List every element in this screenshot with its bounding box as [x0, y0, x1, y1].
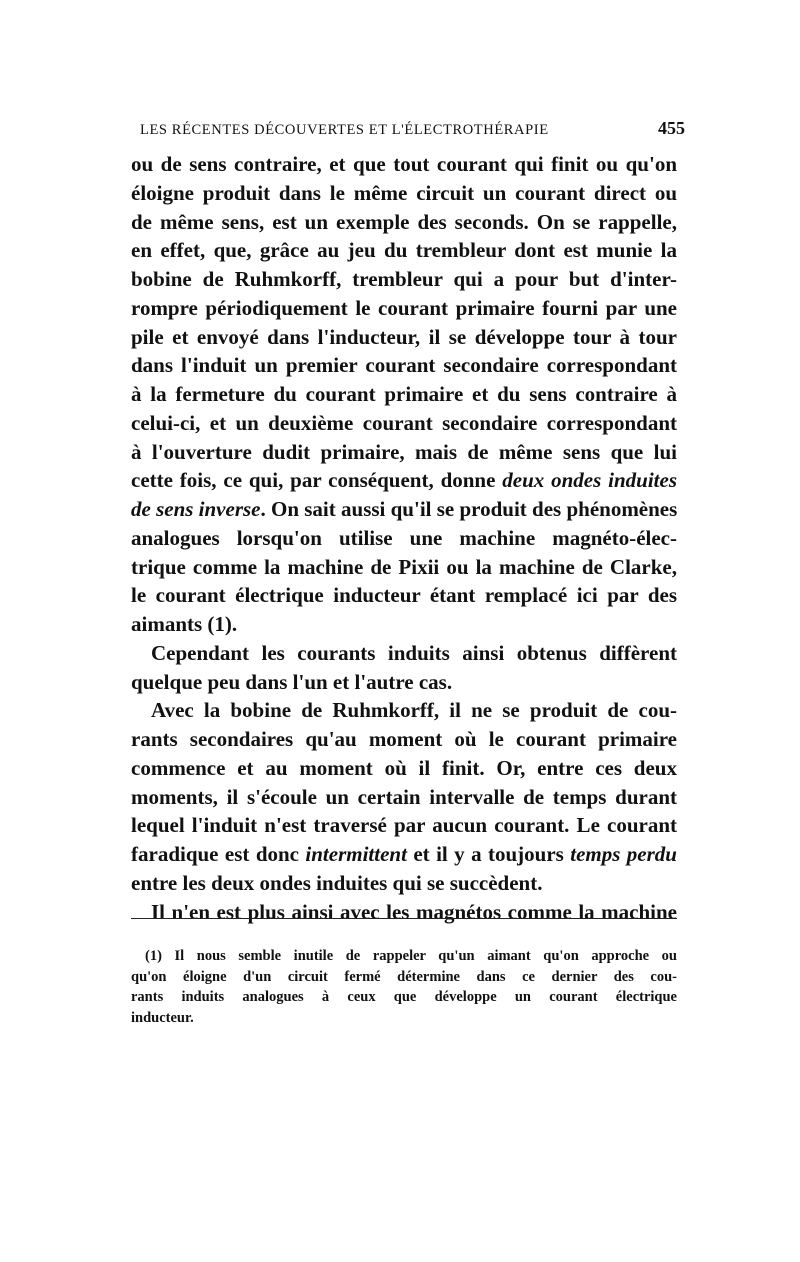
text-line: trique comme la machine de Pixii ou la machine de Clarke,: [131, 554, 677, 579]
text-line: bobine de Ruhmkorff, trembleur qui a pour but d'inter-: [131, 267, 677, 291]
text-line: dans l'induit un premier courant secondaire correspondant: [131, 353, 677, 378]
text-segment: . On sait aussi qu'il se produit des phénomènes: [260, 497, 678, 521]
text-line: lequel l'induit n'est traversé par aucun courant. Le courant: [131, 813, 677, 838]
text-line: moments, il s'écoule un certain intervalle de temps durant: [131, 784, 677, 809]
text-line: [131, 840, 677, 869]
page-number: 455: [658, 118, 685, 138]
text-line: Cependant les courants induits ainsi obtenus diffèrent: [151, 640, 677, 665]
text-line: en effet, que, grâce au jeu du trembleur dont est munie la: [131, 238, 677, 263]
italic-phrase: de sens inverse: [131, 497, 261, 521]
text-segment: faradique est donc: [131, 842, 306, 866]
footnote-line: (1) Il nous semble inutile de rappeler qu'un aimant qu'on approche ou: [145, 948, 677, 964]
text-line: à l'ouverture dudit primaire, mais de même sens que lui: [131, 439, 677, 464]
text-segment: cette fois, ce qui, par conséquent, donne: [131, 468, 503, 493]
italic-phrase: deux ondes induites: [502, 468, 677, 493]
text-line: [131, 495, 677, 524]
running-title: LES RÉCENTES DÉCOUVERTES ET L'ÉLECTROTHÉRAPIE: [140, 122, 549, 138]
text-line: celui-ci, et un deuxième courant secondaire correspondant: [131, 410, 677, 435]
footnote-line: rants induits analogues à ceux que développe un courant électrique: [131, 989, 677, 1005]
italic-phrase: intermittent: [305, 842, 407, 866]
text-line: à la fermeture du courant primaire et du sens contraire à: [131, 382, 677, 406]
page-header: [140, 118, 685, 142]
text-line: quelque peu dans l'un et l'autre cas.: [131, 669, 453, 694]
footnote-divider: [131, 918, 677, 919]
text-line: éloigne produit dans le même circuit un courant direct ou: [131, 180, 677, 205]
text-line: entre les deux ondes induites qui se succèdent.: [131, 870, 543, 895]
text-line: le courant électrique inducteur étant remplacé ici par des: [131, 583, 677, 608]
text-line: ou de sens contraire, et que tout courant qui finit ou qu'on: [131, 152, 677, 176]
text-line: commence et au moment où il finit. Or, entre ces deux: [131, 755, 677, 780]
text-line: pile et envoyé dans l'inducteur, il se développe tour à tour: [131, 324, 677, 349]
footnote-line: inducteur.: [131, 1009, 194, 1026]
text-line: Avec la bobine de Ruhmkorff, il ne se produit de cou-: [151, 698, 677, 723]
main-text: [131, 150, 677, 926]
text-line: rompre périodiquement le courant primaire fourni par une: [131, 295, 677, 320]
text-line: rants secondaires qu'au moment où le courant primaire: [131, 727, 677, 751]
text-line: analogues lorsqu'on utilise une machine magnéto-élec-: [131, 525, 677, 550]
footnote: [131, 946, 677, 1028]
text-line: de même sens, est un exemple des seconds. On se rappelle,: [131, 209, 677, 234]
text-line: [131, 466, 677, 495]
text-line: Il n'en est plus ainsi avec les magnétos comme la machine: [151, 899, 677, 924]
footnote-line: qu'on éloigne d'un circuit fermé détermine dans ce dernier des cou-: [131, 968, 677, 985]
italic-phrase: temps perdu: [570, 842, 677, 866]
text-line: aimants (1).: [131, 612, 238, 636]
text-segment: et il y a toujours: [406, 842, 571, 866]
